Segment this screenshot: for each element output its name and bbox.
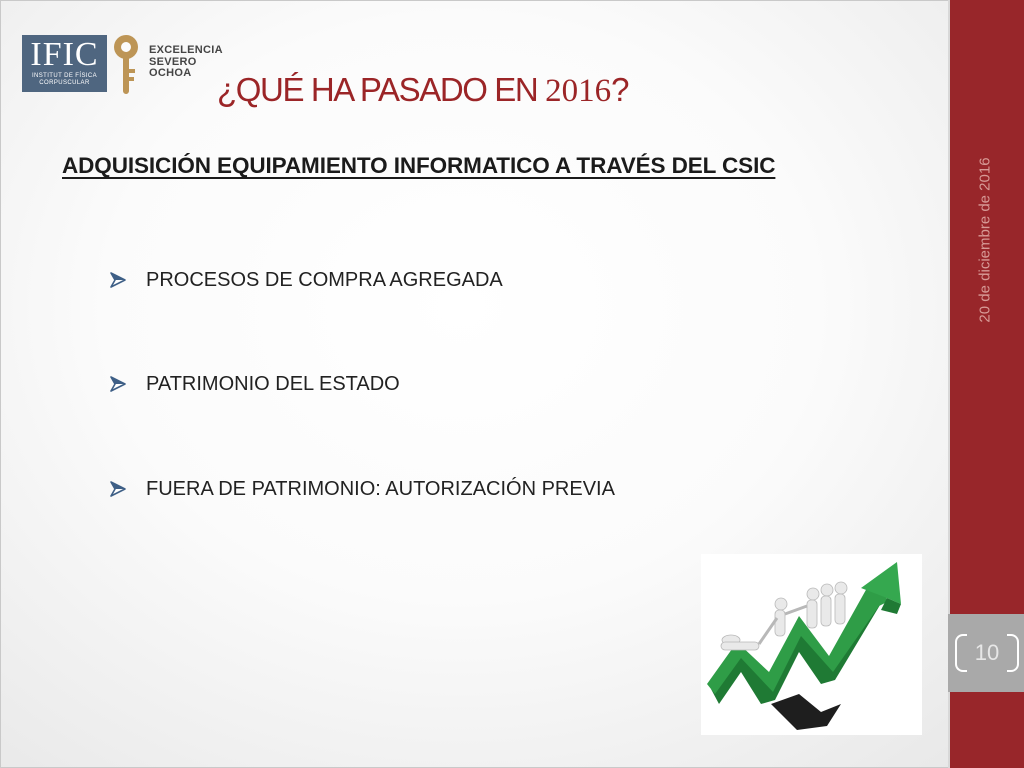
arrowhead-bullet-icon bbox=[109, 375, 127, 393]
bullet-text: PROCESOS DE COMPRA AGREGADA bbox=[146, 268, 503, 291]
slide-title bbox=[217, 71, 628, 110]
ific-logo bbox=[22, 35, 107, 92]
excelencia-severo-ochoa-logo bbox=[149, 45, 223, 80]
excelencia-line-2: SEVERO bbox=[149, 55, 197, 68]
title-suffix: ? bbox=[611, 71, 629, 108]
bullet-item bbox=[109, 475, 615, 503]
ific-logo-text: IFIC bbox=[30, 36, 99, 73]
slide-subtitle: ADQUISICIÓN EQUIPAMIENTO INFORMATICO A TRAVÉS DEL CSIC bbox=[62, 153, 776, 178]
arrowhead-bullet-icon bbox=[109, 480, 127, 498]
bullet-item bbox=[109, 370, 400, 398]
slide-date: 20 de diciembre de 2016 bbox=[976, 157, 994, 323]
teamwork-growth-illustration bbox=[701, 554, 922, 735]
title-prefix: ¿QUÉ HA PASADO EN bbox=[217, 71, 546, 108]
teamwork-growth-arrow-icon bbox=[701, 554, 922, 735]
bullet-text: FUERA DE PATRIMONIO: AUTORIZACIÓN PREVIA bbox=[146, 477, 615, 500]
ific-logo-subtitle-2: CORPUSCULAR bbox=[39, 80, 90, 86]
bullet-item bbox=[109, 266, 503, 294]
excelencia-line-3: OCHOA bbox=[149, 67, 192, 79]
key-icon bbox=[111, 33, 141, 95]
ific-logo-subtitle-1: INSTITUT DE FÍSICA bbox=[31, 73, 98, 79]
page-number: 10 bbox=[974, 640, 1000, 665]
arrowhead-bullet-icon bbox=[109, 271, 127, 289]
title-year: 2016 bbox=[545, 73, 612, 109]
excelencia-line-1: EXCELENCIA bbox=[149, 44, 223, 56]
bullet-text: PATRIMONIO DEL ESTADO bbox=[146, 372, 400, 395]
